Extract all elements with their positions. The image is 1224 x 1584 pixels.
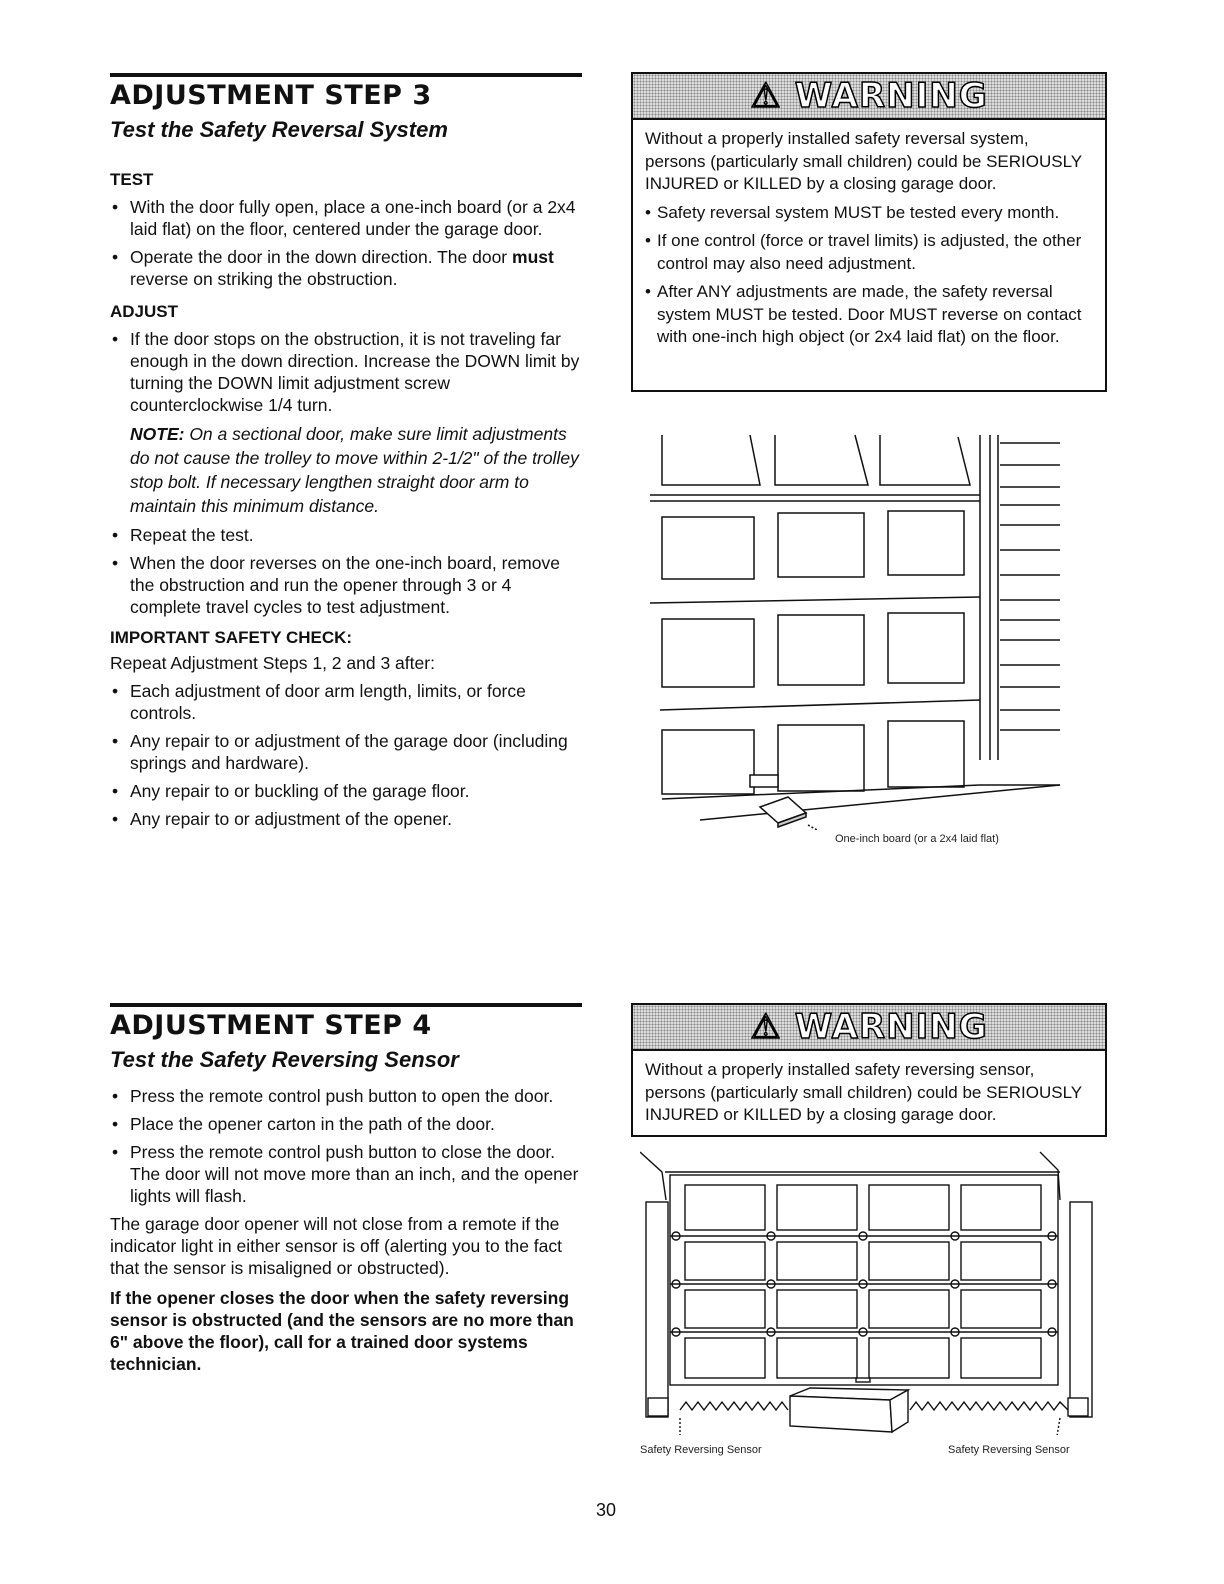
garage-door-sensor-illustration	[640, 1150, 1095, 1435]
figure2-caption-right: Safety Reversing Sensor	[948, 1444, 1070, 1456]
warning-header	[633, 1005, 1105, 1051]
warning-box-2	[631, 1003, 1107, 1137]
adjust-list-2	[110, 524, 585, 618]
warning-intro: Without a properly installed safety reversal system, persons (particularly small children) could be SERIOUSLY INJURED or KILLED by a closing garage door.	[645, 129, 1082, 193]
step4-bold-paragraph: If the opener closes the door when the safety reversing sensor is obstructed (and the sensors are no more than 6" above the floor), call for a trained door systems technician.	[110, 1288, 574, 1374]
warning-title: ⚠ WARNING	[750, 1007, 988, 1047]
warning-header	[633, 74, 1105, 120]
step4-rule	[110, 1003, 582, 1007]
list-item: • Any repair to or adjustment of the garage door (including springs and hardware).	[110, 730, 585, 774]
note: NOTE: On a sectional door, make sure limit adjustments do not cause the trolley to move within 2-1/2" of the trolley stop bolt. If necessary lengthen straight door arm to maintain this minimum distance.	[130, 424, 579, 516]
page-number: 30	[596, 1500, 617, 1520]
test-list	[110, 196, 585, 290]
figure2-caption-left: Safety Reversing Sensor	[640, 1444, 762, 1456]
step4-title: ADJUSTMENT STEP 4	[110, 1010, 432, 1041]
list-item: • With the door fully open, place a one-inch board (or a 2x4 laid flat) on the floor, centered under the garage door.	[110, 196, 585, 240]
warning-body	[633, 1051, 1097, 1137]
step4-paragraph: The garage door opener will not close from a remote if the indicator light in either sensor is off (alerting you to the fact that the sensor is misaligned or obstructed).	[110, 1214, 563, 1278]
figure1-caption: One-inch board (or a 2x4 laid flat)	[835, 833, 999, 845]
step3-subtitle: Test the Safety Reversal System	[110, 117, 448, 142]
list-item: • Place the opener carton in the path of the door.	[110, 1113, 580, 1135]
step4-body	[110, 1085, 580, 1375]
step3-body	[110, 170, 585, 836]
step3-title: ADJUSTMENT STEP 3	[110, 80, 432, 111]
list-item: • Any repair to or buckling of the garage floor.	[110, 780, 585, 802]
list-item: • Repeat the test.	[110, 524, 585, 546]
adjust-heading: ADJUST	[110, 302, 179, 321]
list-item: • Safety reversal system MUST be tested every month.	[645, 202, 1085, 225]
warning-intro: Without a properly installed safety reversing sensor, persons (particularly small children) could be SERIOUSLY INJURED or KILLED by a closing garage door.	[645, 1060, 1082, 1124]
warning-triangle-icon: ⚠	[750, 1007, 782, 1047]
garage-door-board-illustration	[640, 425, 1080, 830]
list-item: • Press the remote control push button to close the door. The door will not move more than an inch, and the opener lights will flash.	[110, 1141, 580, 1207]
list-item: • After ANY adjustments are made, the safety reversal system MUST be tested. Door MUST reverse on contact with one-inch high object (or 2x4 laid flat) on the floor.	[645, 281, 1085, 349]
safety-intro: Repeat Adjustment Steps 1, 2 and 3 after:	[110, 653, 435, 673]
safety-list	[110, 680, 585, 830]
warning-body	[633, 120, 1097, 365]
step3-rule	[110, 73, 582, 77]
warning-list	[645, 202, 1085, 349]
safety-check-heading: IMPORTANT SAFETY CHECK:	[110, 628, 353, 647]
warning-title: ⚠ WARNING	[750, 76, 988, 116]
list-item: • Any repair to or adjustment of the opener.	[110, 808, 585, 830]
step4-list	[110, 1085, 580, 1207]
list-item: • When the door reverses on the one-inch board, remove the obstruction and run the opener through 3 or 4 complete travel cycles to test adjustment.	[110, 552, 585, 618]
list-item: • Operate the door in the down direction. The door must reverse on striking the obstruction.	[110, 246, 585, 290]
step4-subtitle: Test the Safety Reversing Sensor	[110, 1047, 459, 1072]
list-item: • If one control (force or travel limits) is adjusted, the other control may also need adjustment.	[645, 230, 1085, 275]
list-item: • If the door stops on the obstruction, it is not traveling far enough in the down direction. Increase the DOWN limit by turning the DOWN limit adjustment screw counterclockwise 1/4 turn.	[110, 328, 585, 416]
list-item: • Each adjustment of door arm length, limits, or force controls.	[110, 680, 585, 724]
adjust-list	[110, 328, 585, 416]
test-heading: TEST	[110, 170, 154, 189]
warning-triangle-icon: ⚠	[750, 76, 782, 116]
warning-box-1	[631, 72, 1107, 392]
list-item: • Press the remote control push button to open the door.	[110, 1085, 580, 1107]
